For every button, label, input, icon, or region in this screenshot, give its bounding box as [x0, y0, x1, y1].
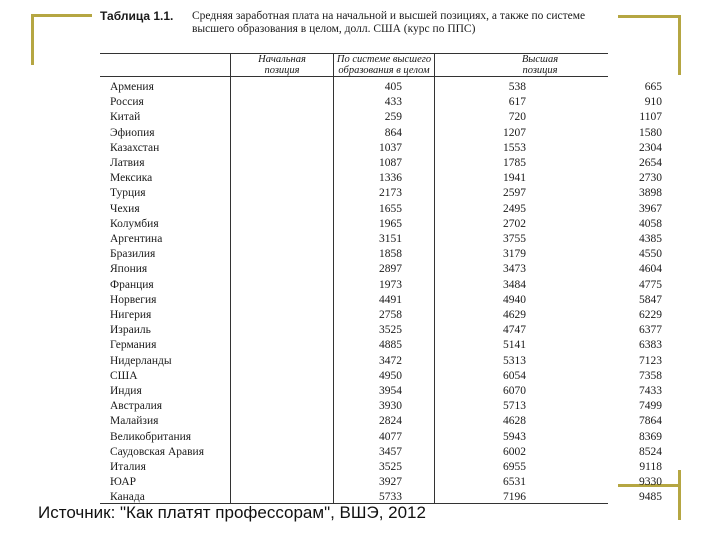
country-cell: Эфиопия	[110, 126, 155, 139]
table-row	[100, 323, 662, 338]
top-value-cell: 6383	[639, 339, 662, 352]
top-value-cell: 6377	[639, 324, 662, 337]
system-value-cell: 6070	[503, 385, 526, 397]
start-value-cell: 1858	[379, 248, 402, 261]
corner-frame-right-upper	[678, 15, 681, 75]
start-value-cell: 4077	[379, 430, 402, 443]
system-value-cell: 5313	[503, 354, 526, 367]
top-value-cell: 7358	[639, 369, 662, 382]
table-row	[100, 354, 662, 369]
table-row	[100, 430, 662, 445]
table-row	[100, 475, 662, 490]
start-value-cell: 3927	[379, 476, 402, 489]
country-cell: Казахстан	[110, 141, 160, 154]
corner-frame-top-right	[618, 15, 678, 18]
start-value-cell: 864	[384, 126, 402, 139]
country-cell: Франция	[110, 278, 154, 291]
table-row	[100, 369, 662, 384]
top-value-cell: 5847	[639, 293, 662, 306]
table-header	[100, 54, 608, 77]
start-value-cell: 3151	[379, 233, 402, 245]
country-cell: Чехия	[110, 202, 140, 215]
system-value-cell: 2597	[503, 187, 526, 200]
top-value-cell: 6229	[639, 309, 662, 321]
system-value-cell: 3484	[503, 278, 526, 291]
table-row	[100, 232, 662, 247]
table-row	[100, 156, 662, 171]
table-row	[100, 399, 662, 414]
corner-frame-right-lower	[678, 470, 681, 520]
table-number: Таблица 1.1.	[100, 9, 174, 23]
start-value-cell: 3525	[379, 324, 402, 337]
table-row	[100, 247, 662, 262]
country-cell: США	[110, 369, 138, 382]
system-value-cell: 4629	[503, 309, 526, 321]
top-value-cell: 4775	[639, 278, 662, 291]
table-row	[100, 384, 662, 399]
start-value-cell: 1087	[379, 157, 402, 169]
system-value-cell: 7196	[503, 491, 526, 504]
top-value-cell: 7864	[639, 415, 662, 428]
top-value-cell: 2304	[639, 141, 662, 154]
top-value-cell: 910	[644, 96, 662, 109]
system-value-cell: 2495	[503, 202, 526, 215]
top-value-cell: 9330	[639, 476, 662, 489]
country-cell: Израиль	[110, 324, 151, 337]
top-value-cell: 1580	[639, 126, 662, 139]
system-value-cell: 617	[508, 96, 526, 109]
start-value-cell: 3457	[379, 445, 402, 458]
system-value-cell: 720	[508, 111, 526, 124]
start-value-cell: 1973	[379, 278, 402, 291]
country-cell: Нидерланды	[110, 354, 172, 367]
system-value-cell: 4628	[503, 415, 526, 428]
system-value-cell: 5943	[503, 430, 526, 443]
header-start-position: Начальная позиция	[258, 54, 306, 76]
top-value-cell: 2654	[639, 157, 662, 169]
country-cell: Индия	[110, 385, 142, 397]
country-cell: Канада	[110, 491, 145, 504]
country-cell: Мексика	[110, 172, 153, 185]
system-value-cell: 4940	[503, 293, 526, 306]
system-value-cell: 2702	[503, 217, 526, 230]
start-value-cell: 1336	[379, 172, 402, 185]
top-value-cell: 9485	[639, 491, 662, 504]
start-value-cell: 405	[384, 81, 402, 93]
top-value-cell: 8524	[639, 445, 662, 458]
start-value-cell: 433	[384, 96, 402, 109]
country-cell: Турция	[110, 187, 146, 200]
table-title: Средняя заработная плата на начальной и высшей позициях, а также по системе высшего образования в целом, долл. США (курс по ППС)	[192, 10, 586, 35]
country-cell: ЮАР	[110, 476, 137, 489]
table-row	[100, 202, 662, 217]
table-row	[100, 80, 662, 95]
system-value-cell: 4747	[503, 324, 526, 337]
start-value-cell: 2173	[379, 187, 402, 200]
country-cell: Саудовская Аравия	[110, 445, 204, 458]
table-row	[100, 308, 662, 323]
table-row	[100, 278, 662, 293]
country-cell: Латвия	[110, 157, 145, 169]
system-value-cell: 5141	[503, 339, 526, 352]
table-row	[100, 171, 662, 186]
system-value-cell: 6955	[503, 461, 526, 473]
system-value-cell: 1207	[503, 126, 526, 139]
source-note: Источник: "Как платят профессорам", ВШЭ, 2012	[38, 503, 426, 522]
top-value-cell: 9118	[639, 461, 662, 473]
country-cell: Италия	[110, 461, 146, 473]
top-value-cell: 7433	[639, 385, 662, 397]
top-value-cell: 4385	[639, 233, 662, 245]
country-cell: Бразилия	[110, 248, 156, 261]
top-value-cell: 2730	[639, 172, 662, 185]
header-system-total: По системе высшего образования в целом	[336, 54, 432, 76]
system-value-cell: 6531	[503, 476, 526, 489]
start-value-cell: 3930	[379, 400, 402, 413]
country-cell: Нигерия	[110, 309, 152, 321]
system-value-cell: 6002	[503, 445, 526, 458]
start-value-cell: 4950	[379, 369, 402, 382]
top-value-cell: 7499	[639, 400, 662, 413]
country-cell: Великобритания	[110, 430, 192, 443]
country-cell: Германия	[110, 339, 157, 352]
top-value-cell: 3898	[639, 187, 662, 200]
start-value-cell: 2824	[379, 415, 402, 428]
system-value-cell: 538	[508, 81, 526, 93]
top-value-cell: 4058	[639, 217, 662, 230]
start-value-cell: 259	[384, 111, 402, 124]
table-row	[100, 186, 662, 201]
start-value-cell: 1965	[379, 217, 402, 230]
country-cell: Россия	[110, 96, 144, 109]
table-row	[100, 445, 662, 460]
country-cell: Армения	[110, 81, 154, 93]
top-value-cell: 8369	[639, 430, 662, 443]
system-value-cell: 5713	[503, 400, 526, 413]
country-cell: Норвегия	[110, 293, 157, 306]
table-row	[100, 262, 662, 277]
table-row	[100, 293, 662, 308]
top-value-cell: 4604	[639, 263, 662, 276]
start-value-cell: 4491	[379, 293, 402, 306]
corner-frame-top-left	[31, 14, 92, 65]
header-top-position: Высшая позиция	[521, 54, 559, 76]
country-cell: Япония	[110, 263, 148, 276]
start-value-cell: 1037	[379, 141, 402, 154]
top-value-cell: 3967	[639, 202, 662, 215]
system-value-cell: 3473	[503, 263, 526, 276]
start-value-cell: 3472	[379, 354, 402, 367]
country-cell: Колумбия	[110, 217, 159, 230]
start-value-cell: 2758	[379, 309, 402, 321]
start-value-cell: 3525	[379, 461, 402, 473]
table-row	[100, 110, 662, 125]
start-value-cell: 4885	[379, 339, 402, 352]
start-value-cell: 2897	[379, 263, 402, 276]
country-cell: Китай	[110, 111, 141, 124]
top-value-cell: 7123	[639, 354, 662, 367]
table-row	[100, 141, 662, 156]
start-value-cell: 1655	[379, 202, 402, 215]
country-cell: Австралия	[110, 400, 163, 413]
system-value-cell: 1785	[503, 157, 526, 169]
top-value-cell: 1107	[639, 111, 662, 124]
system-value-cell: 6054	[503, 369, 526, 382]
table-row	[100, 338, 662, 353]
table-row	[100, 217, 662, 232]
system-value-cell: 3755	[503, 233, 526, 245]
table-row	[100, 460, 662, 475]
start-value-cell: 5733	[379, 491, 402, 504]
country-cell: Аргентина	[110, 233, 163, 245]
top-value-cell: 4550	[639, 248, 662, 261]
system-value-cell: 1941	[503, 172, 526, 185]
system-value-cell: 1553	[503, 141, 526, 154]
table-row	[100, 126, 662, 141]
table-row	[100, 95, 662, 110]
salary-table	[100, 53, 662, 504]
table-row	[100, 414, 662, 429]
system-value-cell: 3179	[503, 248, 526, 261]
country-cell: Малайзия	[110, 415, 159, 428]
top-value-cell: 665	[644, 81, 662, 93]
start-value-cell: 3954	[379, 385, 402, 397]
